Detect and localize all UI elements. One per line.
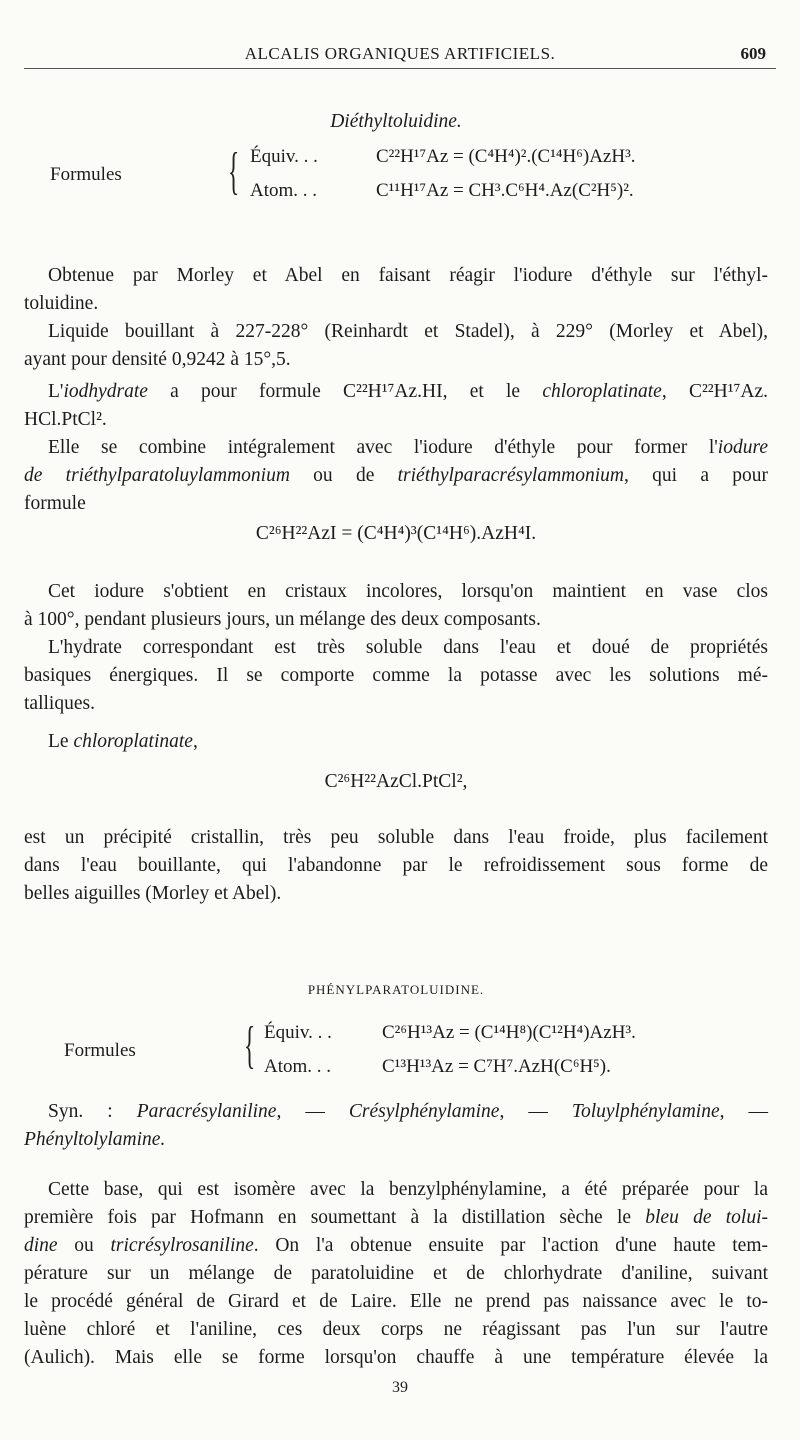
atom-label: Atom. . . <box>250 180 318 201</box>
paragraph-line: talliques. <box>24 693 95 714</box>
paragraph-line: Cet iodure s'obtient en cristaux incolores, lorsqu'on maintient en vase clos <box>48 581 768 602</box>
equiv-formula: C²²H¹⁷Az = (C⁴H⁴)².(C¹⁴H⁶)AzH³. <box>376 146 636 167</box>
atom-formula: C¹³H¹³Az = C⁷H⁷.AzH(C⁶H⁵). <box>382 1056 611 1077</box>
paragraph-line: dans l'eau bouillante, qui l'abandonne par le refroidissement sous forme de <box>24 855 768 876</box>
section-title-phenylparatoluidine: PHÉNYLPARATOLUIDINE. <box>307 982 485 997</box>
paragraph-line: (Aulich). Mais elle se forme lorsqu'on chauffe à une température élevée la <box>24 1347 768 1368</box>
formula-iodide: C²⁶H²²AzI = (C⁴H⁴)³(C¹⁴H⁶).AzH⁴I. <box>255 523 537 544</box>
paragraph-line: L'hydrate correspondant est très soluble dans l'eau et doué de propriétés <box>48 637 768 658</box>
atom-formula: C¹¹H¹⁷Az = CH³.C⁶H⁴.Az(C²H⁵)². <box>376 180 634 201</box>
formules-label: Formules <box>64 1040 136 1061</box>
page-header <box>0 44 800 68</box>
paragraph-line: le procédé général de Girard et de Laire. Elle ne prend pas naissance avec le to- <box>24 1291 768 1312</box>
paragraph-line: Elle se combine intégralement avec l'iodure d'éthyle pour former l'iodure <box>48 437 768 458</box>
paragraph-line: de triéthylparatoluylammonium ou de triéthylparacrésylammonium, qui a pour <box>24 465 768 486</box>
paragraph-line: à 100°, pendant plusieurs jours, un mélange des deux composants. <box>24 609 541 630</box>
section-title-diethyltoluidine: Diéthyltoluidine. <box>330 111 462 132</box>
paragraph-line: première fois par Hofmann en soumettant à la distillation sèche le bleu de tolui- <box>24 1207 768 1228</box>
paragraph-line: formule <box>24 493 86 514</box>
equiv-label: Équiv. . . <box>264 1022 332 1043</box>
paragraph-line: Obtenue par Morley et Abel en faisant réagir l'iodure d'éthyle sur l'éthyl- <box>48 265 768 286</box>
atom-label: Atom. . . <box>264 1056 332 1077</box>
paragraph-line: luène chloré et l'aniline, ces deux corps ne réagissant pas l'un sur l'autre <box>24 1319 768 1340</box>
paragraph-line: pérature sur un mélange de paratoluidine et de chlorhydrate d'aniline, suivant <box>24 1263 768 1284</box>
page-number: 609 <box>740 44 766 63</box>
synonyms-line: Phényltolylamine. <box>24 1129 166 1150</box>
left-brace: { <box>244 1017 256 1074</box>
paragraph-line: ayant pour densité 0,9242 à 15°,5. <box>24 349 291 370</box>
formula-chloroplatinate: C²⁶H²²AzCl.PtCl², <box>324 771 468 792</box>
paragraph-line: dine ou tricrésylrosaniline. On l'a obtenue ensuite par l'action d'une haute tem- <box>24 1235 768 1256</box>
paragraph-line: HCl.PtCl². <box>24 409 107 430</box>
paragraph-line: basiques énergiques. Il se comporte comme la potasse avec les solutions mé- <box>24 665 768 686</box>
paragraph-line: toluidine. <box>24 293 99 314</box>
header-rule <box>24 68 776 69</box>
paragraph-line: belles aiguilles (Morley et Abel). <box>24 883 282 904</box>
paragraph-line: Liquide bouillant à 227-228° (Reinhardt et Stadel), à 229° (Morley et Abel), <box>48 321 768 342</box>
equiv-label: Équiv. . . <box>250 146 318 167</box>
paragraph-line: est un précipité cristallin, très peu soluble dans l'eau froide, plus facilement <box>24 827 768 848</box>
paragraph-line: Le chloroplatinate, <box>48 731 198 752</box>
paragraph-line: L'iodhydrate a pour formule C²²H¹⁷Az.HI, et le chloroplatinate, C²²H¹⁷Az. <box>48 381 768 402</box>
signature-mark: 39 <box>392 1379 408 1396</box>
paragraph-line: Cette base, qui est isomère avec la benzylphénylamine, a été préparée pour la <box>48 1179 768 1200</box>
equiv-formula: C²⁶H¹³Az = (C¹⁴H⁸)(C¹²H⁴)AzH³. <box>382 1022 636 1043</box>
left-brace: { <box>228 143 240 200</box>
running-title: ALCALIS ORGANIQUES ARTIFICIELS. <box>244 44 556 63</box>
formules-label: Formules <box>50 164 122 185</box>
synonyms-line: Syn. : Paracrésylaniline, — Crésylphénylamine, — Toluylphénylamine, — <box>48 1101 769 1122</box>
